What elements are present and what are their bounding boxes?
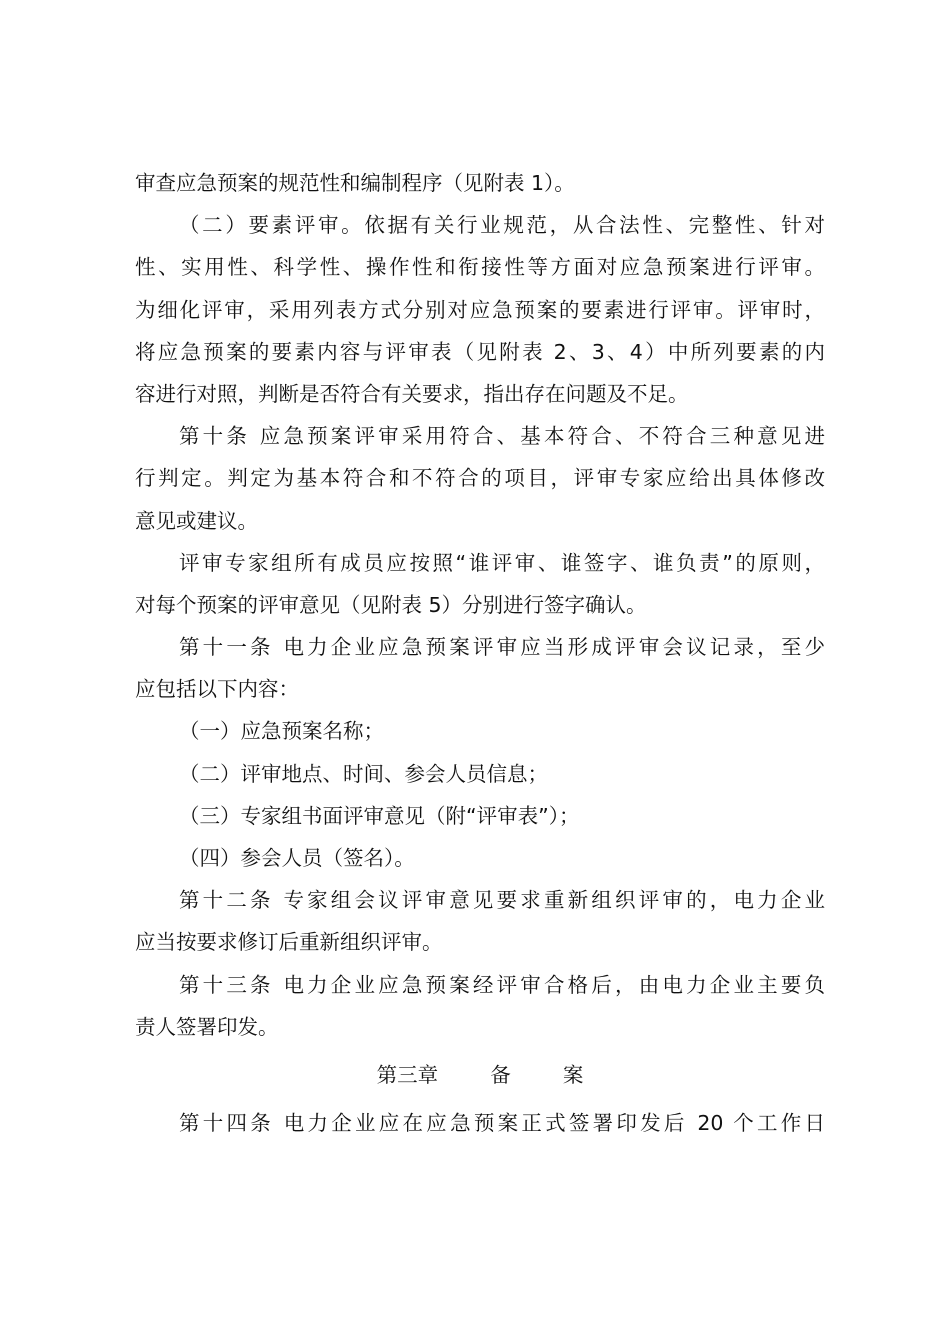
paragraph-line: 应当按要求修订后重新组织评审。 [135,930,443,955]
paragraph-line: （二）要素评审。依据有关行业规范，从合法性、完整性、针对 [179,213,825,238]
paragraph-line: 为细化评审，采用列表方式分别对应急预案的要素进行评审。评审时， [135,297,825,322]
paragraph-line: 行判定。判定为基本符合和不符合的项目，评审专家应给出具体修改 [135,466,825,491]
article-11-line: 第十一条 电力企业应急预案评审应当形成评审会议记录，至少 [179,635,825,660]
article-13-line: 第十三条 电力企业应急预案经评审合格后，由电力企业主要负 [179,972,825,997]
article-14-line: 第十四条 电力企业应在应急预案正式签署印发后 20 个工作日 [179,1111,825,1136]
article-10-line: 第十条 应急预案评审采用符合、基本符合、不符合三种意见进 [179,424,825,449]
paragraph-line: 审查应急预案的规范性和编制程序（见附表 1）。 [135,171,575,195]
chapter-heading: 第三章 备 案 [376,1062,584,1087]
paragraph-line: 容进行对照，判断是否符合有关要求，指出存在问题及不足。 [135,381,689,406]
document-body [135,162,825,1144]
article-12-line: 第十二条 专家组会议评审意见要求重新组织评审的，电力企业 [179,888,825,913]
paragraph-line: 意见或建议。 [135,508,258,533]
list-item: （三）专家组书面评审意见（附“评审表”）； [179,803,580,828]
paragraph-line: 对每个预案的评审意见（见附表 5）分别进行签字确认。 [135,592,647,617]
paragraph-line: 性、实用性、科学性、操作性和衔接性等方面对应急预案进行评审。 [135,255,825,280]
paragraph-line: 评审专家组所有成员应按照“谁评审、谁签字、谁负责”的原则， [179,550,825,575]
paragraph-line: 责人签署印发。 [135,1014,279,1039]
list-item: （四）参会人员（签名）。 [179,846,415,870]
paragraph-line: 将应急预案的要素内容与评审表（见附表 2、3、4）中所列要素的内 [135,339,825,364]
list-item: （二）评审地点、时间、参会人员信息； [179,761,548,786]
list-item: （一）应急预案名称； [179,719,384,744]
paragraph-line: 应包括以下内容： [135,677,299,702]
